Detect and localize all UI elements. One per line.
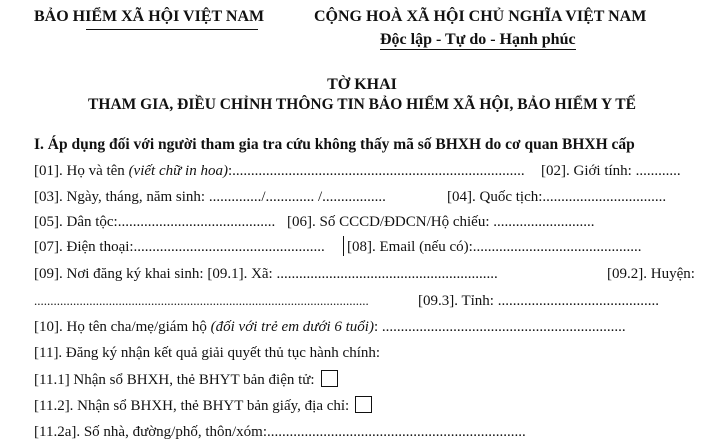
field-01-hint: (viết chữ in hoa) xyxy=(128,163,228,179)
field-11-2-label: [11.2]. Nhận sổ BHXH, thẻ BHYT bản giấy, địa chỉ: xyxy=(34,398,350,414)
field-11-2-row xyxy=(34,396,372,415)
form-subtitle: THAM GIA, ĐIỀU CHỈNH THÔNG TIN BẢO HIỂM XÃ HỘI, BẢO HIỂM Y TẾ xyxy=(88,96,636,113)
field-11-1-label: [11.1] Nhận sổ BHXH, thẻ BHYT bản điện tử: xyxy=(34,372,315,388)
paper-copy-checkbox[interactable] xyxy=(355,396,372,413)
field-10-input[interactable]: : ................................................................. xyxy=(373,319,626,335)
field-09-birthplace-commune[interactable]: [09]. Nơi đăng ký khai sinh: [09.1]. Xã: ........................................................... xyxy=(34,266,498,282)
field-06-id-number[interactable]: [06]. Số CCCD/ĐDCN/Hộ chiếu: ........................... xyxy=(287,214,595,230)
field-01-row xyxy=(34,162,525,180)
field-05-ethnicity[interactable]: [05]. Dân tộc:.......................................... xyxy=(34,214,276,230)
field-07-phone[interactable]: [07]. Điện thoại:................................................... xyxy=(34,239,325,255)
field-09-3-province[interactable]: [09.3]. Tỉnh: ........................................... xyxy=(418,293,659,309)
field-02-gender[interactable]: [02]. Giới tính: ............ xyxy=(541,163,681,179)
agency-name xyxy=(34,8,264,26)
field-11-1-row xyxy=(34,370,338,389)
field-01-input[interactable]: :.............................................................................. xyxy=(227,163,525,179)
field-04-nationality[interactable]: [04]. Quốc tịch:................................. xyxy=(447,189,667,205)
field-10-row xyxy=(34,318,626,336)
field-01-label: [01]. Họ và tên xyxy=(34,163,129,179)
field-11-2a-address[interactable]: [11.2a]. Số nhà, đường/phố, thôn/xóm:..................................................................... xyxy=(34,424,526,440)
field-09-2-district[interactable]: [09.2]. Huyện: xyxy=(607,266,695,282)
electronic-copy-checkbox[interactable] xyxy=(321,370,338,387)
text-cursor xyxy=(343,236,344,256)
field-10-hint: (đối với trẻ em dưới 6 tuổi) xyxy=(210,319,374,335)
field-03-birthdate[interactable]: [03]. Ngày, tháng, năm sinh: ............../............. /................. xyxy=(34,189,386,205)
field-09-continuation[interactable]: ....................................................................................................... xyxy=(34,293,369,308)
form-title: TỜ KHAI xyxy=(327,76,397,93)
field-11-heading: [11]. Đăng ký nhận kết quả giải quyết thủ tục hành chính: xyxy=(34,345,381,361)
agency-name-text: BẢO HIỂM XÃ HỘI VIỆT NAM xyxy=(34,8,265,25)
motto: Độc lập - Tự do - Hạnh phúc xyxy=(380,31,576,48)
field-08-email[interactable]: [08]. Email (nếu có):............................................. xyxy=(347,239,642,255)
section-heading: I. Áp dụng đối với người tham gia tra cứu không thấy mã số BHXH do cơ quan BHXH cấp xyxy=(34,136,635,153)
agency-underline xyxy=(86,29,258,30)
field-10-label: [10]. Họ tên cha/mẹ/giám hộ xyxy=(34,319,211,335)
country-name: CỘNG HOÀ XÃ HỘI CHỦ NGHĨA VIỆT NAM xyxy=(314,8,647,25)
